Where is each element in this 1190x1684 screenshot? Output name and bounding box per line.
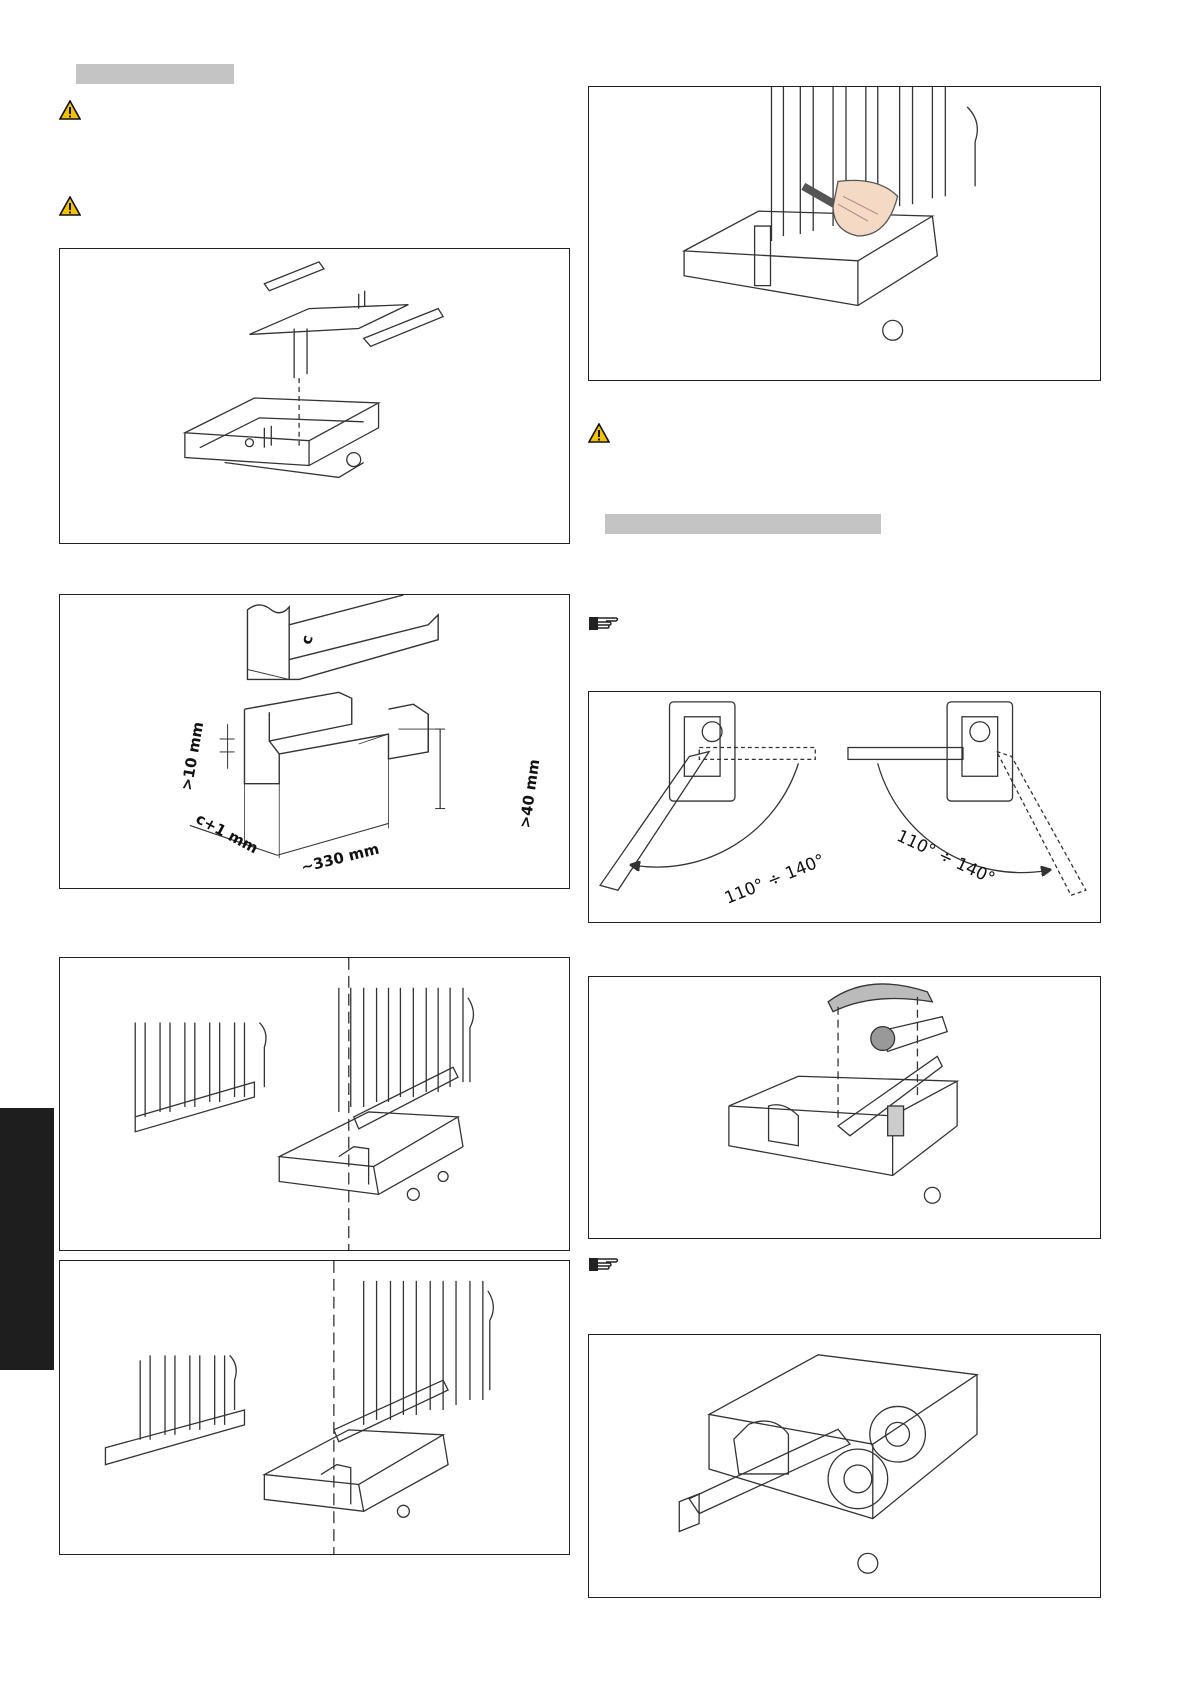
figure-opening-angles bbox=[588, 691, 1101, 923]
figure-gate-positioning-2 bbox=[59, 1260, 570, 1555]
pointing-hand-icon bbox=[588, 1255, 620, 1273]
warning-icon bbox=[59, 100, 81, 120]
dim-10mm-label: >10 mm bbox=[177, 720, 208, 792]
pointing-hand-icon bbox=[588, 614, 620, 632]
dim-c1mm-label: c+1 mm bbox=[192, 809, 262, 858]
left-angle-label: 110° ÷ 140° bbox=[721, 849, 828, 908]
right-angle-label: 110° ÷ 140° bbox=[893, 825, 999, 889]
figure-gear-mechanism bbox=[588, 1334, 1101, 1598]
figure-cross-section bbox=[59, 594, 570, 889]
chapter-side-tab bbox=[0, 1108, 54, 1370]
warning-icon bbox=[588, 423, 610, 443]
figure-box-exploded bbox=[59, 248, 570, 544]
section-header-bar-1 bbox=[76, 64, 234, 84]
warning-icon bbox=[59, 196, 81, 216]
dim-330mm-label: ~330 mm bbox=[299, 839, 381, 877]
dim-40mm-label: >40 mm bbox=[515, 758, 544, 830]
figure-lever-assembly bbox=[588, 976, 1101, 1239]
dim-c-label: c bbox=[297, 633, 317, 647]
figure-gate-positioning-1 bbox=[59, 957, 570, 1251]
figure-welding bbox=[588, 86, 1101, 381]
section-header-bar-2 bbox=[605, 514, 881, 534]
